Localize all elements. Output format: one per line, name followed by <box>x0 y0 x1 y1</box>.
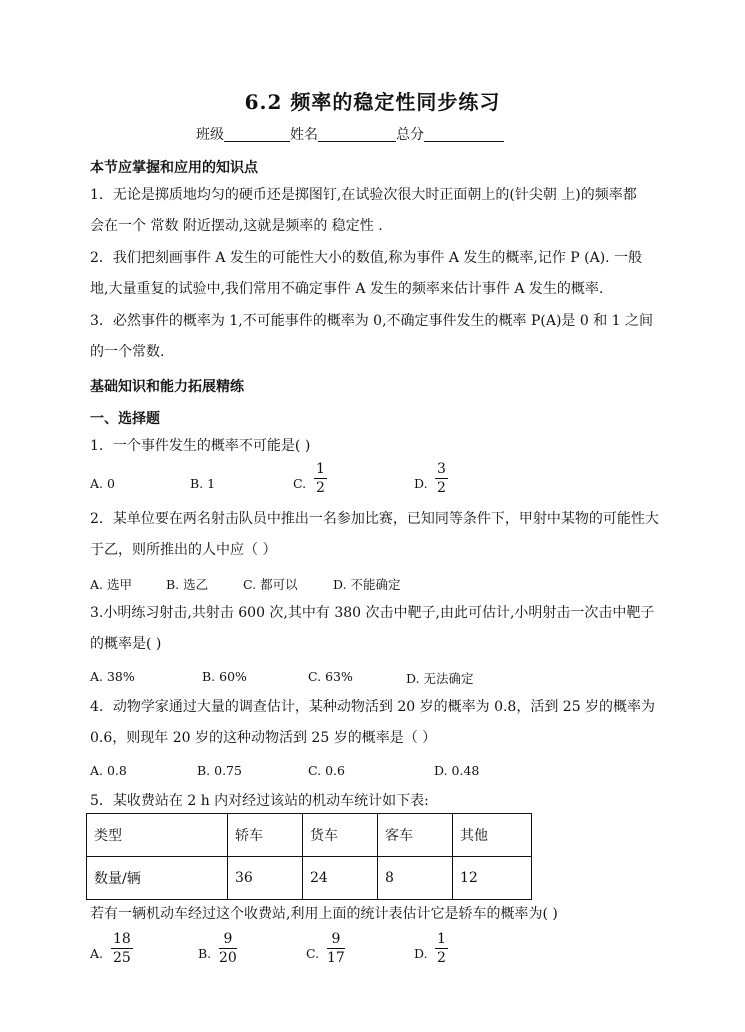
question-4-option-b: B. 0.75 <box>197 763 242 778</box>
question-3-line-2: 的概率是( ) <box>90 636 162 652</box>
question-5-option-b-label: B. <box>198 946 212 961</box>
question-3-option-c: C. 63% <box>308 669 353 684</box>
question-1-option-a: A. 0 <box>90 476 115 491</box>
question-5-option-a-fraction <box>111 932 133 965</box>
question-1-option-c-label: C. <box>293 476 307 491</box>
table-header-cell: 货车 <box>303 814 378 857</box>
table-cell: 8 <box>378 857 453 900</box>
fraction-denominator: 25 <box>113 950 131 966</box>
question-2-option-a: A. 选甲 <box>90 577 132 592</box>
table-row <box>87 857 532 900</box>
question-5-option-b-fraction <box>219 932 237 965</box>
question-1-option-d-fraction <box>435 462 448 495</box>
fraction-numerator: 1 <box>316 461 325 477</box>
question-5-option-d-fraction <box>435 932 448 965</box>
table-cell: 数量/辆 <box>87 857 228 900</box>
question-3-option-b: B. 60% <box>202 669 247 684</box>
question-4-option-a: A. 0.8 <box>90 763 127 778</box>
table-cell: 12 <box>453 857 532 900</box>
knowledge-point-1-line-2: 会在一个 常数 附近摆动,这就是频率的 稳定性 . <box>90 218 383 234</box>
fraction-denominator: 2 <box>316 480 325 496</box>
score-blank <box>424 127 504 142</box>
section-heading-knowledge: 本节应掌握和应用的知识点 <box>90 160 258 176</box>
fraction-numerator: 18 <box>113 931 131 947</box>
table-header-row <box>87 814 532 857</box>
fraction-denominator: 2 <box>437 480 446 496</box>
fraction-numerator: 1 <box>437 931 446 947</box>
fraction-denominator: 20 <box>219 950 237 966</box>
question-4-option-d: D. 0.48 <box>434 763 480 778</box>
question-3-option-d: D. 无法确定 <box>406 671 474 686</box>
question-1-option-d-label: D. <box>414 476 428 491</box>
table-header-cell: 轿车 <box>228 814 303 857</box>
question-5-option-a-label: A. <box>90 946 104 961</box>
table-header-cell: 客车 <box>378 814 453 857</box>
class-blank <box>224 127 290 142</box>
name-blank <box>318 127 396 142</box>
knowledge-point-3-line-2: 的一个常数. <box>90 344 165 360</box>
question-5-option-d-label: D. <box>414 946 428 961</box>
question-2-option-b: B. 选乙 <box>166 577 209 592</box>
question-4-line-2: 0.6，则现年 20 岁的这种动物活到 25 岁的概率是（ ） <box>90 730 437 746</box>
fraction-numerator: 9 <box>327 932 345 949</box>
section-heading-choice: 一、选择题 <box>90 411 160 427</box>
question-1-option-c-fraction <box>314 462 327 495</box>
score-label: 总分 <box>396 127 424 143</box>
class-label: 班级 <box>196 127 224 143</box>
fraction-numerator: 9 <box>219 932 237 949</box>
table-header-cell: 其他 <box>453 814 532 857</box>
knowledge-point-1-line-1: 1．无论是掷质地均匀的硬币还是掷图钉,在试验次很大时正面朝上的(针尖朝 上)的频率都 <box>90 187 637 203</box>
question-3-line-1: 3.小明练习射击,共射击 600 次,其中有 380 次击中靶子,由此可估计,小明射击一次击中靶子 <box>90 605 655 621</box>
question-5-option-c-label: C. <box>306 946 320 961</box>
question-5-option-c-fraction <box>327 932 345 965</box>
knowledge-point-2-line-2: 地,大量重复的试验中,我们常用不确定事件 A 发生的频率来估计事件 A 发生的概率. <box>90 281 604 297</box>
question-4-line-1: 4．动物学家通过大量的调查估计，某种动物活到 20 岁的概率为 0.8，活到 25 岁的概率为 <box>90 699 656 715</box>
question-2-line-1: 2．某单位要在两名射击队员中推出一名参加比赛，已知同等条件下，甲射中某物的可能性大 <box>90 511 659 527</box>
question-2-line-2: 于乙，则所推出的人中应（ ） <box>90 542 277 558</box>
fraction-denominator: 17 <box>327 950 345 966</box>
question-1-option-b: B. 1 <box>190 476 216 491</box>
question-1-stem: 1．一个事件发生的概率不可能是( ) <box>90 438 311 454</box>
table-header-cell: 类型 <box>87 814 228 857</box>
name-label: 姓名 <box>290 127 318 143</box>
question-2-option-c: C. 都可以 <box>243 577 298 592</box>
student-info-line <box>196 124 504 144</box>
question-5-question: 若有一辆机动车经过这个收费站,利用上面的统计表估计它是轿车的概率为( ) <box>90 906 558 922</box>
table-cell: 36 <box>228 857 303 900</box>
question-3-option-a: A. 38% <box>90 669 135 684</box>
fraction-numerator: 3 <box>437 461 446 477</box>
knowledge-point-3-line-1: 3．必然事件的概率为 1,不可能事件的概率为 0,不确定事件发生的概率 P(A)是 0 和 1 之间 <box>90 313 654 329</box>
page-title: 6.2 频率的稳定性同步练习 <box>244 90 501 114</box>
question-5-stem: 5．某收费站在 2 h 内对经过该站的机动车统计如下表: <box>90 793 429 809</box>
section-heading-practice: 基础知识和能力拓展精练 <box>90 379 244 395</box>
question-2-option-d: D. 不能确定 <box>333 577 401 592</box>
table-cell: 24 <box>303 857 378 900</box>
fraction-denominator: 2 <box>437 950 446 966</box>
knowledge-point-2-line-1: 2．我们把刻画事件 A 发生的可能性大小的数值,称为事件 A 发生的概率,记作 P (A). 一般 <box>90 250 643 266</box>
question-4-option-c: C. 0.6 <box>308 763 345 778</box>
vehicle-statistics-table <box>86 813 532 900</box>
